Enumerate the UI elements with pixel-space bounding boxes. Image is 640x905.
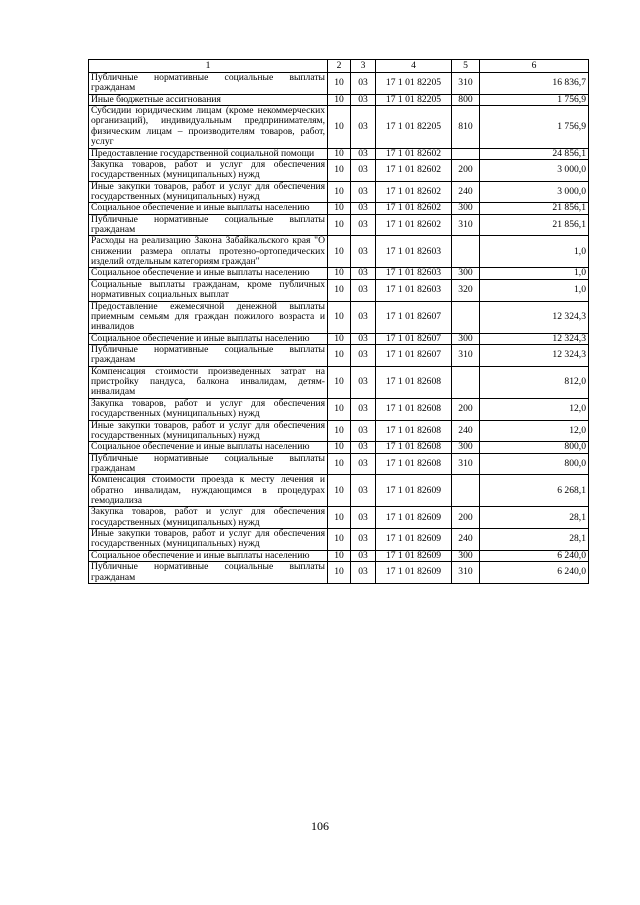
row-target-code: 17 1 01 82607 <box>376 333 452 344</box>
table-row <box>89 442 589 453</box>
row-target-code: 17 1 01 82609 <box>376 507 452 529</box>
row-section: 10 <box>328 106 351 148</box>
header-col-3: 3 <box>351 60 376 73</box>
row-name: Иные бюджетные ассигнования <box>89 94 328 105</box>
table-row <box>89 333 589 344</box>
row-name: Предоставление ежемесячной денежной выплаты приемным семьям для граждан пожилого возраста и инвалидов <box>89 301 328 333</box>
row-target-code: 17 1 01 82608 <box>376 420 452 442</box>
row-expense-type <box>452 148 480 159</box>
row-amount: 28,1 <box>480 507 589 529</box>
row-target-code: 17 1 01 82602 <box>376 148 452 159</box>
row-section: 10 <box>328 268 351 279</box>
row-section: 10 <box>328 203 351 214</box>
row-amount: 28,1 <box>480 529 589 551</box>
row-subsection: 03 <box>351 268 376 279</box>
row-target-code: 17 1 01 82607 <box>376 344 452 366</box>
row-target-code: 17 1 01 82608 <box>376 398 452 420</box>
row-target-code: 17 1 01 82608 <box>376 442 452 453</box>
row-amount: 12 324,3 <box>480 344 589 366</box>
row-subsection: 03 <box>351 106 376 148</box>
row-expense-type: 320 <box>452 279 480 301</box>
budget-table <box>88 59 589 584</box>
row-subsection: 03 <box>351 475 376 507</box>
row-section: 10 <box>328 333 351 344</box>
row-expense-type: 240 <box>452 181 480 203</box>
row-amount: 812,0 <box>480 366 589 398</box>
row-expense-type: 310 <box>452 73 480 95</box>
row-expense-type: 200 <box>452 507 480 529</box>
row-expense-type: 300 <box>452 550 480 561</box>
row-amount: 800,0 <box>480 442 589 453</box>
row-name: Закупка товаров, работ и услуг для обеспечения государственных (муниципальных) нужд <box>89 159 328 181</box>
row-expense-type: 300 <box>452 442 480 453</box>
row-amount: 12 324,3 <box>480 301 589 333</box>
row-name: Иные закупки товаров, работ и услуг для обеспечения государственных (муниципальных) нужд <box>89 529 328 551</box>
row-name: Социальное обеспечение и иные выплаты населению <box>89 333 328 344</box>
row-section: 10 <box>328 442 351 453</box>
row-amount: 16 836,7 <box>480 73 589 95</box>
row-subsection: 03 <box>351 181 376 203</box>
row-section: 10 <box>328 301 351 333</box>
row-subsection: 03 <box>351 366 376 398</box>
row-section: 10 <box>328 550 351 561</box>
row-amount: 1,0 <box>480 268 589 279</box>
row-target-code: 17 1 01 82205 <box>376 106 452 148</box>
row-subsection: 03 <box>351 214 376 236</box>
row-section: 10 <box>328 279 351 301</box>
row-expense-type: 240 <box>452 420 480 442</box>
row-amount: 800,0 <box>480 453 589 475</box>
table-row <box>89 398 589 420</box>
row-subsection: 03 <box>351 94 376 105</box>
row-section: 10 <box>328 73 351 95</box>
table-row <box>89 106 589 148</box>
table-row <box>89 236 589 268</box>
header-col-2: 2 <box>328 60 351 73</box>
row-section: 10 <box>328 420 351 442</box>
table-row <box>89 203 589 214</box>
header-col-5: 5 <box>452 60 480 73</box>
row-expense-type: 310 <box>452 562 480 584</box>
row-section: 10 <box>328 181 351 203</box>
row-name: Иные закупки товаров, работ и услуг для обеспечения государственных (муниципальных) нужд <box>89 181 328 203</box>
row-amount: 24 856,1 <box>480 148 589 159</box>
table-row <box>89 344 589 366</box>
row-section: 10 <box>328 94 351 105</box>
row-subsection: 03 <box>351 344 376 366</box>
row-subsection: 03 <box>351 398 376 420</box>
row-amount: 21 856,1 <box>480 214 589 236</box>
table-row <box>89 159 589 181</box>
row-expense-type: 300 <box>452 268 480 279</box>
table-row <box>89 181 589 203</box>
row-amount: 12 324,3 <box>480 333 589 344</box>
row-name: Социальные выплаты гражданам, кроме публичных нормативных социальных выплат <box>89 279 328 301</box>
table-row <box>89 420 589 442</box>
table-row <box>89 301 589 333</box>
row-name: Социальное обеспечение и иные выплаты населению <box>89 203 328 214</box>
row-target-code: 17 1 01 82608 <box>376 453 452 475</box>
row-subsection: 03 <box>351 159 376 181</box>
row-name: Публичные нормативные социальные выплаты гражданам <box>89 562 328 584</box>
row-section: 10 <box>328 148 351 159</box>
row-amount: 3 000,0 <box>480 181 589 203</box>
row-name: Публичные нормативные социальные выплаты гражданам <box>89 73 328 95</box>
row-amount: 6 240,0 <box>480 550 589 561</box>
table-row <box>89 475 589 507</box>
row-target-code: 17 1 01 82603 <box>376 236 452 268</box>
row-target-code: 17 1 01 82609 <box>376 475 452 507</box>
row-target-code: 17 1 01 82609 <box>376 529 452 551</box>
row-section: 10 <box>328 398 351 420</box>
row-subsection: 03 <box>351 279 376 301</box>
row-target-code: 17 1 01 82607 <box>376 301 452 333</box>
row-subsection: 03 <box>351 73 376 95</box>
row-name: Публичные нормативные социальные выплаты гражданам <box>89 214 328 236</box>
table-header-row <box>89 60 589 73</box>
row-target-code: 17 1 01 82608 <box>376 366 452 398</box>
row-target-code: 17 1 01 82602 <box>376 159 452 181</box>
row-name: Субсидии юридическим лицам (кроме некоммерческих организаций), индивидуальным предпринимателям, физическим лицам – производителям товаров, работ, услуг <box>89 106 328 148</box>
row-expense-type: 310 <box>452 453 480 475</box>
row-target-code: 17 1 01 82205 <box>376 73 452 95</box>
row-subsection: 03 <box>351 453 376 475</box>
row-section: 10 <box>328 214 351 236</box>
table-body <box>89 73 589 584</box>
row-subsection: 03 <box>351 420 376 442</box>
row-target-code: 17 1 01 82602 <box>376 181 452 203</box>
table-row <box>89 94 589 105</box>
table-row <box>89 550 589 561</box>
row-subsection: 03 <box>351 529 376 551</box>
row-name: Закупка товаров, работ и услуг для обеспечения государственных (муниципальных) нужд <box>89 398 328 420</box>
row-section: 10 <box>328 344 351 366</box>
header-col-6: 6 <box>480 60 589 73</box>
table-row <box>89 214 589 236</box>
row-target-code: 17 1 01 82603 <box>376 279 452 301</box>
header-col-4: 4 <box>376 60 452 73</box>
row-name: Предоставление государственной социальной помощи <box>89 148 328 159</box>
row-amount: 6 240,0 <box>480 562 589 584</box>
row-subsection: 03 <box>351 236 376 268</box>
row-subsection: 03 <box>351 333 376 344</box>
table-row <box>89 529 589 551</box>
row-amount: 21 856,1 <box>480 203 589 214</box>
row-target-code: 17 1 01 82602 <box>376 214 452 236</box>
table-row <box>89 279 589 301</box>
row-expense-type <box>452 301 480 333</box>
row-target-code: 17 1 01 82602 <box>376 203 452 214</box>
row-amount: 1,0 <box>480 279 589 301</box>
row-expense-type: 310 <box>452 214 480 236</box>
row-section: 10 <box>328 507 351 529</box>
table-row <box>89 366 589 398</box>
row-expense-type: 800 <box>452 94 480 105</box>
row-section: 10 <box>328 475 351 507</box>
row-section: 10 <box>328 453 351 475</box>
row-expense-type: 200 <box>452 398 480 420</box>
row-subsection: 03 <box>351 148 376 159</box>
table-row <box>89 507 589 529</box>
table-row <box>89 148 589 159</box>
row-target-code: 17 1 01 82609 <box>376 550 452 561</box>
row-amount: 12,0 <box>480 420 589 442</box>
row-name: Публичные нормативные социальные выплаты гражданам <box>89 453 328 475</box>
row-name: Публичные нормативные социальные выплаты гражданам <box>89 344 328 366</box>
row-name: Компенсация стоимости проезда к месту лечения и обратно инвалидам, нуждающимся в процедурах гемодиализа <box>89 475 328 507</box>
row-subsection: 03 <box>351 562 376 584</box>
row-amount: 3 000,0 <box>480 159 589 181</box>
row-amount: 1,0 <box>480 236 589 268</box>
row-amount: 12,0 <box>480 398 589 420</box>
row-expense-type <box>452 236 480 268</box>
row-amount: 1 756,9 <box>480 94 589 105</box>
row-subsection: 03 <box>351 301 376 333</box>
row-expense-type: 300 <box>452 333 480 344</box>
row-section: 10 <box>328 529 351 551</box>
row-expense-type: 240 <box>452 529 480 551</box>
row-section: 10 <box>328 366 351 398</box>
row-section: 10 <box>328 562 351 584</box>
row-name: Компенсация стоимости произведенных затрат на пристройку пандуса, балкона инвалидам, детям-инвалидам <box>89 366 328 398</box>
table-row <box>89 453 589 475</box>
row-target-code: 17 1 01 82603 <box>376 268 452 279</box>
page-number: 106 <box>311 819 329 833</box>
row-subsection: 03 <box>351 507 376 529</box>
row-expense-type <box>452 366 480 398</box>
header-col-1: 1 <box>89 60 328 73</box>
row-target-code: 17 1 01 82609 <box>376 562 452 584</box>
row-expense-type: 810 <box>452 106 480 148</box>
row-subsection: 03 <box>351 550 376 561</box>
row-subsection: 03 <box>351 203 376 214</box>
table-row <box>89 73 589 95</box>
row-section: 10 <box>328 159 351 181</box>
row-name: Социальное обеспечение и иные выплаты населению <box>89 442 328 453</box>
row-expense-type: 300 <box>452 203 480 214</box>
row-expense-type: 310 <box>452 344 480 366</box>
row-target-code: 17 1 01 82205 <box>376 94 452 105</box>
row-amount: 6 268,1 <box>480 475 589 507</box>
table-row <box>89 268 589 279</box>
row-name: Социальное обеспечение и иные выплаты населению <box>89 268 328 279</box>
row-expense-type: 200 <box>452 159 480 181</box>
row-name: Расходы на реализацию Закона Забайкальского края "О снижении размера оплаты протезно-ортопедических изделий отдельным категориям граждан" <box>89 236 328 268</box>
row-name: Закупка товаров, работ и услуг для обеспечения государственных (муниципальных) нужд <box>89 507 328 529</box>
row-section: 10 <box>328 236 351 268</box>
row-amount: 1 756,9 <box>480 106 589 148</box>
row-name: Иные закупки товаров, работ и услуг для обеспечения государственных (муниципальных) нужд <box>89 420 328 442</box>
table-row <box>89 562 589 584</box>
row-expense-type <box>452 475 480 507</box>
row-name: Социальное обеспечение и иные выплаты населению <box>89 550 328 561</box>
row-subsection: 03 <box>351 442 376 453</box>
